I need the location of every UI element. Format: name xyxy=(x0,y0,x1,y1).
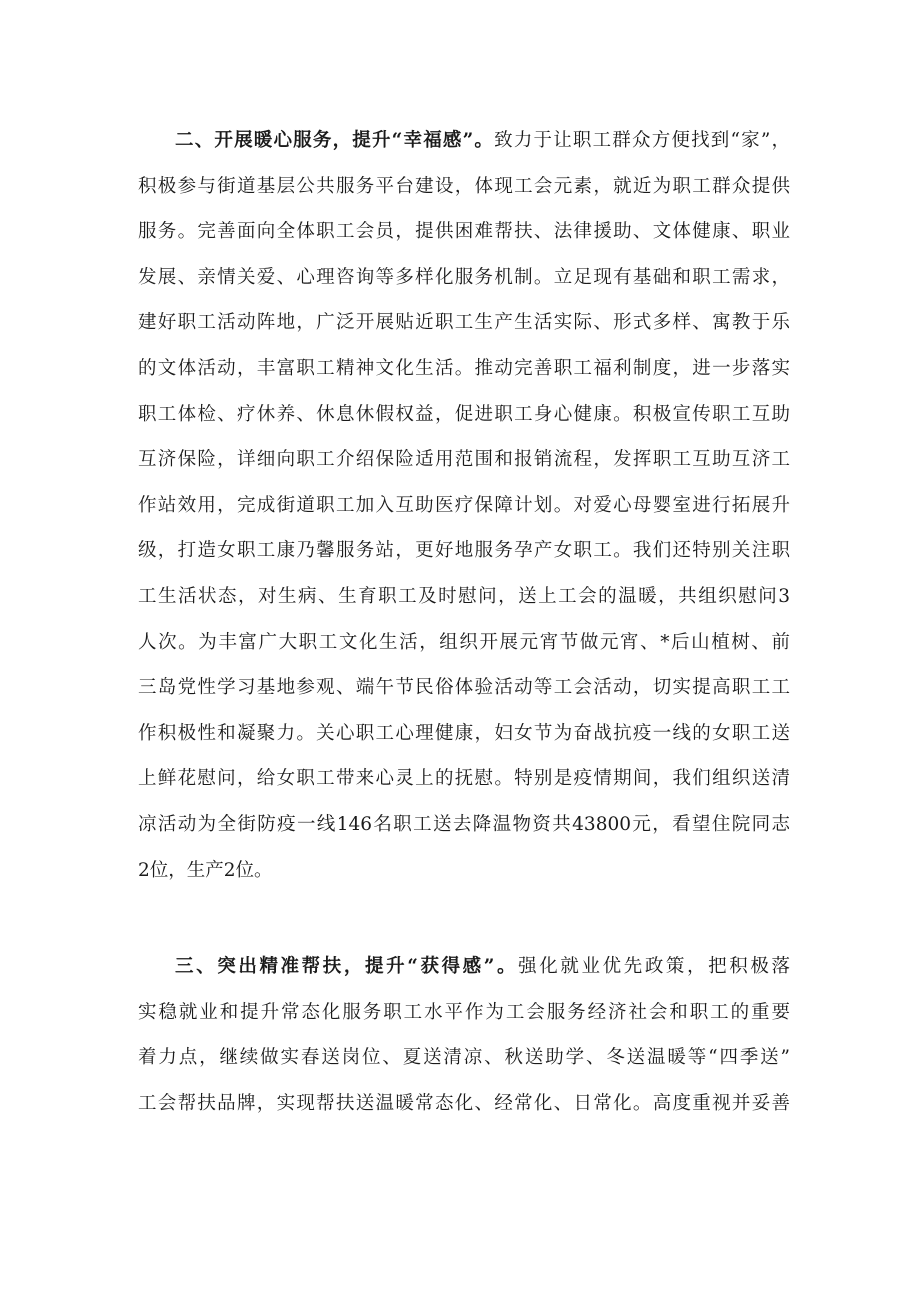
paragraph-line: 建好职工活动阵地，广泛开展贴近职工生产生活实际、形式多样、寓教于乐 xyxy=(138,312,790,334)
paragraph-line: 着力点，继续做实春送岗位、夏送清凉、秋送助学、冬送温暖等“四季送” xyxy=(138,1047,790,1069)
paragraph-line: 服务。完善面向全体职工会员，提供困难帮扶、法律援助、文体健康、职业 xyxy=(138,221,790,243)
paragraph-line: 级，打造女职工康乃馨服务站，更好地服务孕产女职工。我们还特别关注职 xyxy=(138,540,790,562)
paragraph-line: 工生活状态，对生病、生育职工及时慰问，送上工会的温暖，共组织慰问3 xyxy=(138,585,790,607)
paragraph-line: 的文体活动，丰富职工精神文化生活。推动完善职工福利制度，进一步落实 xyxy=(138,357,790,379)
paragraph-line: 工会帮扶品牌，实现帮扶送温暖常态化、经常化、日常化。高度重视并妥善 xyxy=(138,1092,790,1114)
paragraph-line: 三岛党性学习基地参观、端午节民俗体验活动等工会活动，切实提高职工工 xyxy=(138,677,790,699)
paragraph-line: 作站效用，完成街道职工加入互助医疗保障计划。对爱心母婴室进行拓展升 xyxy=(138,494,790,516)
paragraph-line: 职工体检、疗休养、休息休假权益，促进职工身心健康。积极宣传职工互助 xyxy=(138,403,790,425)
section-2-heading: 二、开展暖心服务，提升“幸福感”。 xyxy=(175,130,495,151)
paragraph-line: 人次。为丰富广大职工文化生活，组织开展元宵节做元宵、*后山植树、前 xyxy=(138,631,790,653)
paragraph-line: 作积极性和凝聚力。关心职工心理健康，妇女节为奋战抗疫一线的女职工送 xyxy=(138,722,790,744)
paragraph-line: 凉活动为全街防疫一线146名职工送去降温物资共43800元，看望住院同志 xyxy=(138,813,790,835)
line-text: 致力于让职工群众方便找到“家”， xyxy=(494,130,790,151)
section-2-paragraph xyxy=(138,118,790,893)
paragraph-spacer xyxy=(138,893,790,944)
paragraph-line: 积极参与街道基层公共服务平台建设，体现工会元素，就近为职工群众提供 xyxy=(138,175,790,197)
paragraph-line: 上鲜花慰问，给女职工带来心灵上的抚慰。特别是疫情期间，我们组织送清 xyxy=(138,768,790,790)
paragraph-line: 互济保险，详细向职工介绍保险适用范围和报销流程，发挥职工互助互济工 xyxy=(138,449,790,471)
paragraph-line: 2位，生产2位。 xyxy=(138,859,273,881)
section-3-heading: 三、突出精准帮扶，提升“获得感”。 xyxy=(175,956,519,978)
section-3-paragraph xyxy=(138,944,790,1126)
paragraph-line xyxy=(138,944,790,990)
paragraph-line: 实稳就业和提升常态化服务职工水平作为工会服务经济社会和职工的重要 xyxy=(138,1001,790,1023)
paragraph-line: 发展、亲情关爱、心理咨询等多样化服务机制。立足现有基础和职工需求， xyxy=(138,266,790,288)
line-text: 强化就业优先政策，把积极落 xyxy=(518,956,790,978)
document-page xyxy=(138,118,790,1126)
paragraph-line xyxy=(138,118,790,164)
